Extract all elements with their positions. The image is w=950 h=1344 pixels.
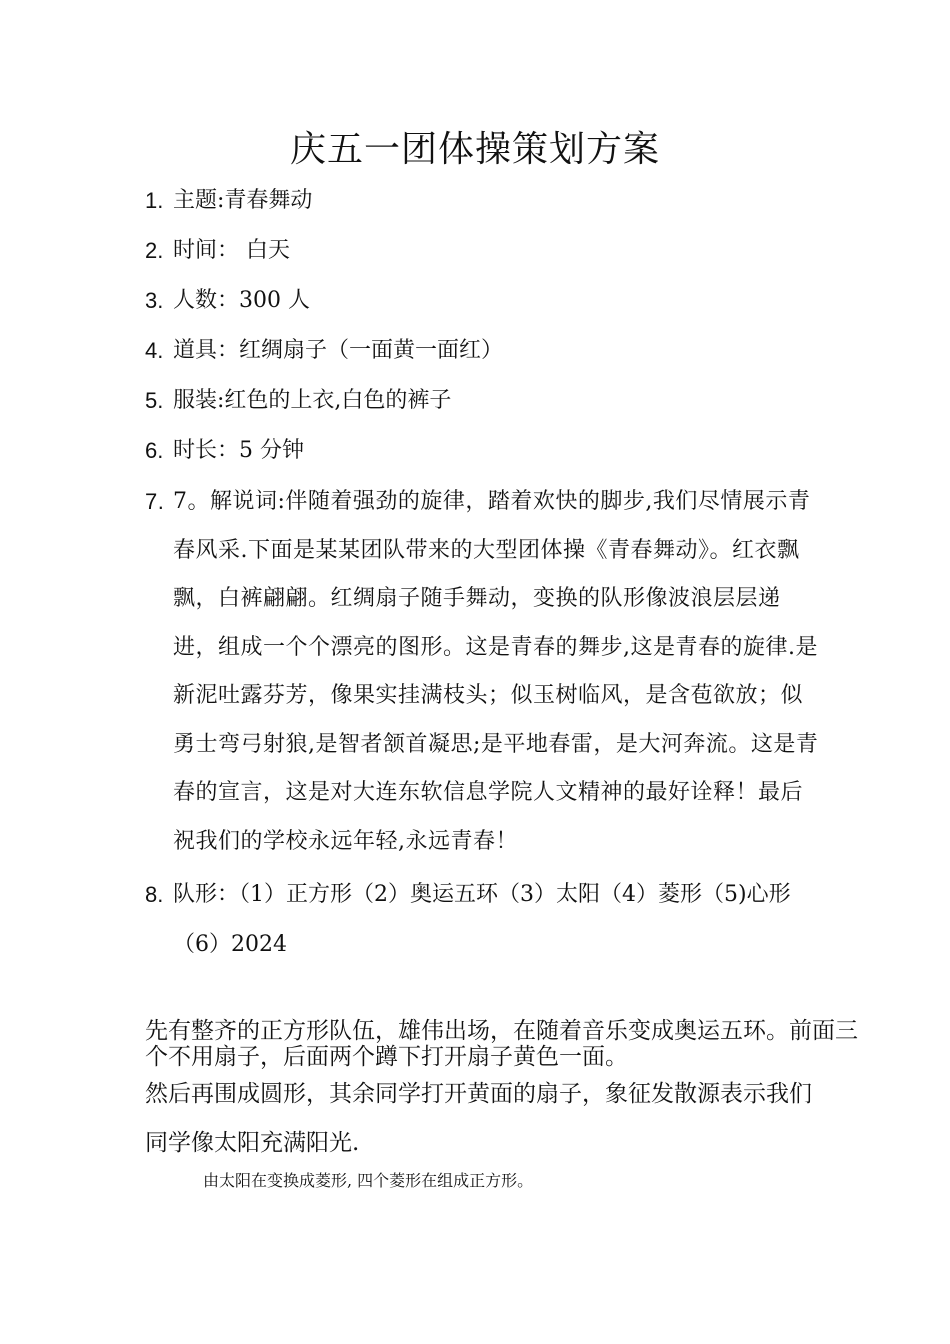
list-item-props <box>145 326 825 376</box>
list-item-narration <box>145 478 825 866</box>
list-item-duration <box>145 426 825 476</box>
list-item-text: 7。解说词:伴随着强劲的旋律，踏着欢快的脚步,我们尽情展示青春风采.下面是某某团队带来的大型团体操《青春舞动》。红衣飘飘，白裤翩翩。红绸扇子随手舞动，变换的队形像波浪层层递进，组成一个个漂亮的图形。这是青春的舞步,这是青春的旋律.是新泥吐露芬芳，像果实挂满枝头；似玉树临风，是含苞欲放；似勇士弯弓射狼,是智者颔首凝思;是平地春雷，是大河奔流。这是青春的宣言，这是对大连东软信息学院人文精神的最好诠释！最后祝我们的学校永远年轻,永远青春！ <box>173 489 819 854</box>
list-number: 5. <box>145 388 164 413</box>
list-item-costume <box>145 376 825 426</box>
list-number: 3. <box>145 288 164 313</box>
list-item-text: 人数：300 人 <box>173 288 310 313</box>
list-item-text: 服装:红色的上衣,白色的裤子 <box>173 388 452 413</box>
list-number: 6. <box>145 438 164 463</box>
list-item-formation <box>145 870 825 970</box>
list-number: 7. <box>145 489 165 514</box>
list-number: 4. <box>145 338 164 363</box>
list-item-theme <box>145 176 825 226</box>
list-item-text: 主题:青春舞动 <box>173 188 313 213</box>
list-item-text: 时间： 白天 <box>173 238 290 263</box>
list-item-text: 时长：5 分钟 <box>173 438 304 463</box>
paragraph-circle: 然后再围成圆形，其余同学打开黄面的扇子，象征发散源表示我们同学像太阳充满阳光. <box>145 1081 812 1156</box>
paragraph-diamond: 由太阳在变换成菱形, 四个菱形在组成正方形。 <box>203 1171 534 1190</box>
list-number: 2. <box>145 238 164 263</box>
list-item-text: 道具：红绸扇子（一面黄一面红） <box>173 338 504 363</box>
document-title: 庆五一团体操策划方案 <box>289 129 660 170</box>
list-item-time <box>145 226 825 276</box>
list-item-headcount <box>145 276 825 326</box>
list-number: 8. <box>145 882 164 907</box>
list-number: 1. <box>145 188 164 213</box>
paragraph-opening: 先有整齐的正方形队伍，雄伟出场，在随着音乐变成奥运五环。前面三个不用扇子，后面两个蹲下打开扇子黄色一面。 <box>145 1018 858 1070</box>
numbered-list <box>145 176 825 970</box>
list-item-text: 队形：（1）正方形（2）奥运五环（3）太阳（4）菱形（5)心形（6）2024 <box>173 882 791 957</box>
